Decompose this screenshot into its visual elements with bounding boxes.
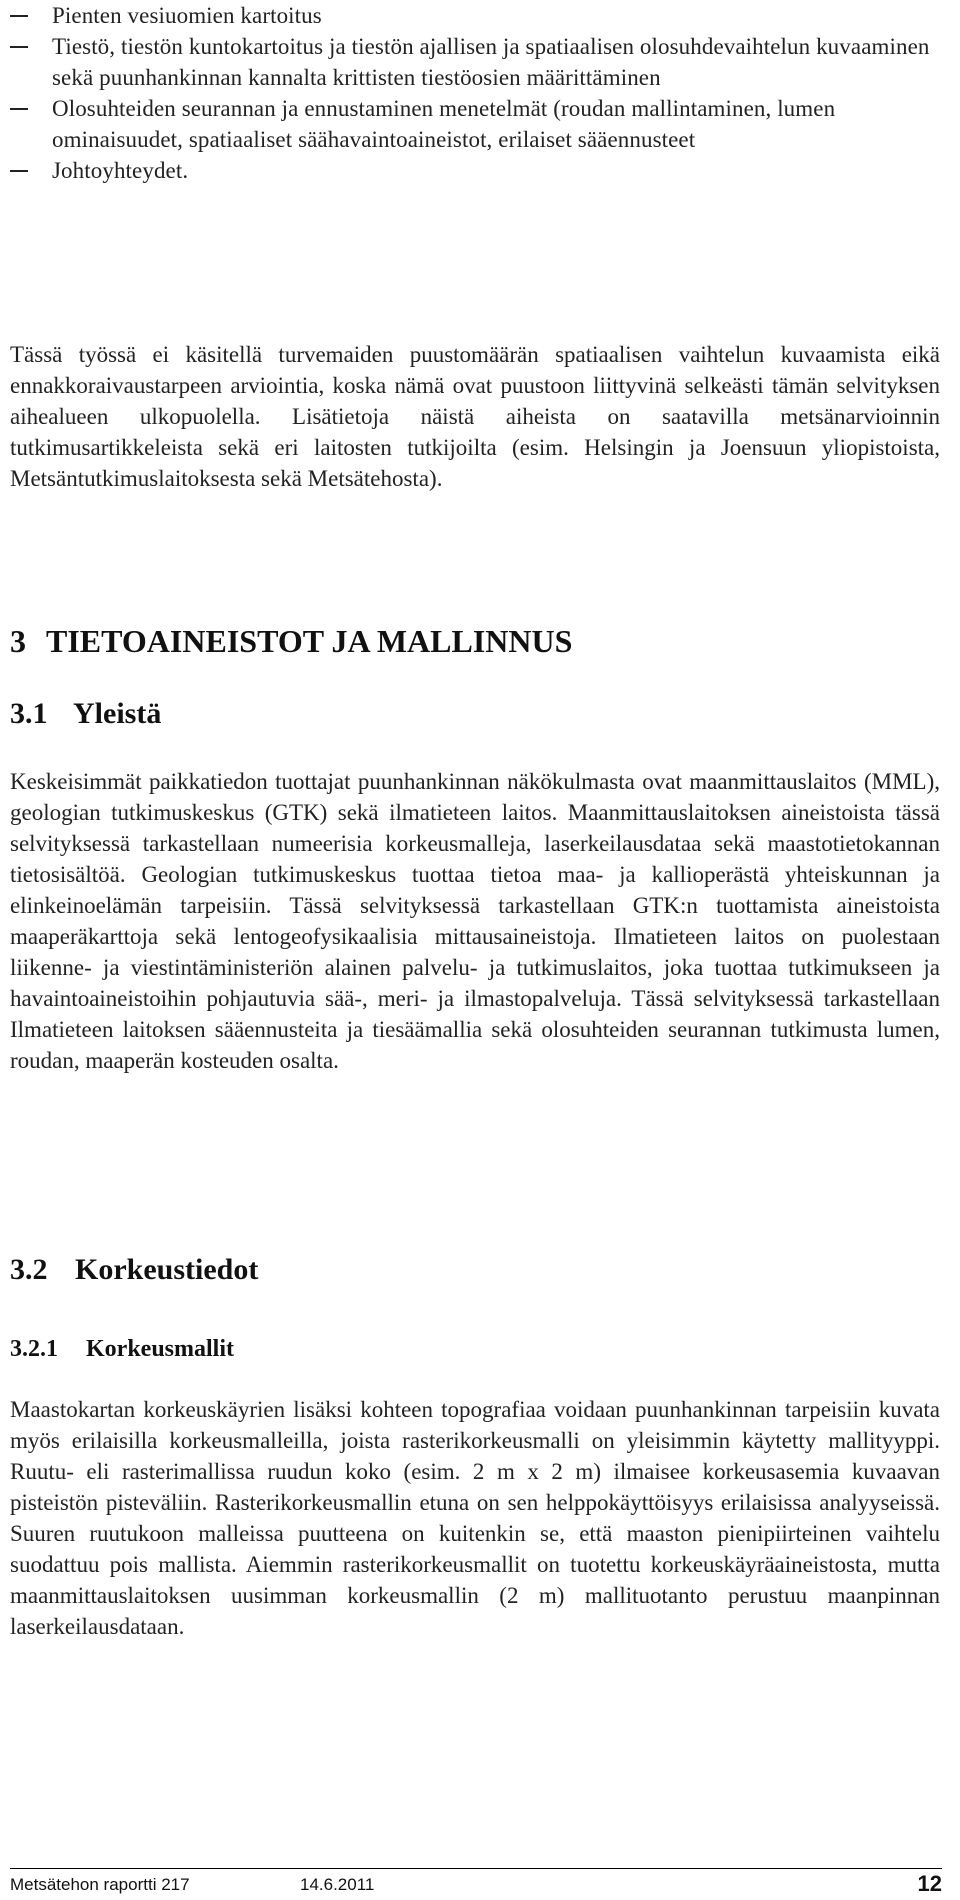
footer-publication: Metsätehon raportti 217 xyxy=(10,1875,190,1894)
section-3-2-heading xyxy=(10,1253,258,1287)
bullet-item xyxy=(10,93,940,155)
dash-bullet-icon xyxy=(10,46,28,48)
page-footer xyxy=(10,1873,942,1897)
bullet-text: Olosuhteiden seurannan ja ennustaminen menetelmät (roudan mallintaminen, lumen ominaisuudet, spatiaaliset säähavaintoaineistot, erilaiset sääennusteet xyxy=(52,96,836,152)
footer-page-number: 12 xyxy=(917,1871,942,1896)
dash-bullet-icon xyxy=(10,15,28,17)
section-number: 3.2 xyxy=(10,1253,48,1286)
section-number: 3 xyxy=(10,623,26,659)
dash-bullet-icon xyxy=(10,170,28,172)
section-3-1-heading xyxy=(10,697,161,731)
section-title: Korkeusmallit xyxy=(86,1336,234,1362)
section-3-2-1-paragraph: Maastokartan korkeuskäyrien lisäksi kohteen topografiaa voidaan puunhankinnan tarpeisiin kuvata myös erilaisilla korkeusmalleilla, joista rasterikorkeusmalli on yleisimmin käytetty mallityyppi. Ruutu- eli rasterimallissa ruudun koko (esim. 2 m x 2 m) ilmaisee korkeusasemia kuvaavan pisteistön pisteväliin. Rasterikorkeusmallin etuna on sen helppokäyttöisyys erilaisissa analyyseissä. Suuren ruutukoon malleissa puutteena on kuitenkin se, että maaston pienipiirteinen vaihtelu suodattuu pois mallista. Aiemmin rasterikorkeusmallit on tuotettu korkeuskäyräaineistosta, mutta maanmittauslaitoksen uusimman korkeusmallin (2 m) mallituotanto perustuu maanpinnan laserkeilausdataan. xyxy=(10,1397,940,1639)
section-3-2-1-heading xyxy=(10,1336,234,1363)
bullet-text: Johtoyhteydet. xyxy=(52,158,189,183)
bullet-item xyxy=(10,155,940,186)
bullet-item xyxy=(10,31,940,93)
section-title: Yleistä xyxy=(73,697,162,730)
bullet-text: Tiestö, tiestön kuntokartoitus ja tiestön ajallisen ja spatiaalisen olosuhdevaihtelun kuvaaminen sekä puunhankinnan kannalta krittisten tiestöosien määrittäminen xyxy=(52,34,930,90)
bullet-list xyxy=(10,0,940,186)
intro-paragraph: Tässä työssä ei käsitellä turvemaiden puustomäärän spatiaalisen vaihtelun kuvaamista eikä ennakkoraivaustarpeen arviointia, koska nämä ovat puustoon liittyvinä selkeästi tämän selvityksen aihealueen ulkopuolella. Lisätietoja näistä aiheista on saatavilla metsänarvioinnin tutkimusartikkeleista sekä eri laitosten tutkijoilta (esim. Helsingin ja Joensuun yliopistoista, Metsäntutkimuslaitoksesta sekä Metsätehosta). xyxy=(10,342,940,491)
dash-bullet-icon xyxy=(10,108,28,110)
section-number: 3.1 xyxy=(10,697,48,730)
footer-date: 14.6.2011 xyxy=(300,1875,375,1894)
bullet-item xyxy=(10,0,940,31)
section-3-heading xyxy=(10,623,572,660)
section-number: 3.2.1 xyxy=(10,1336,58,1362)
section-title: TIETOAINEISTOT JA MALLINNUS xyxy=(46,623,573,659)
section-title: Korkeustiedot xyxy=(75,1253,259,1286)
footer-divider xyxy=(10,1868,942,1869)
section-3-1-paragraph: Keskeisimmät paikkatiedon tuottajat puunhankinnan näkökulmasta ovat maanmittauslaitos (MML), geologian tutkimuskeskus (GTK) sekä ilmatieteen laitos. Maanmittauslaitoksen aineistoista tässä selvityksessä tarkastellaan numeerisia korkeusmalleja, laserkeilausdataa sekä maastotietokannan tietosisältöä. Geologian tutkimuskeskus tuottaa tietoa maa- ja kallioperästä yhteiskunnan ja elinkeinoelämän tarpeisiin. Tässä selvityksessä tarkastellaan GTK:n tuottamista aineistoista maaperäkarttoja sekä lentogeofysikaalisia mittausaineistoja. Ilmatieteen laitos on puolestaan liikenne- ja viestintäministeriön alainen palvelu- ja tutkimuslaitos, joka tuottaa tutkimukseen ja havaintoaineistoihin pohjautuvia sää-, meri- ja ilmastopalveluja. Tässä selvityksessä tarkastellaan Ilmatieteen laitoksen sääennusteita ja tiesäämallia sekä olosuhteiden seurannan tutkimusta lumen, roudan, maaperän kosteuden osalta. xyxy=(10,769,940,1073)
bullet-text: Pienten vesiuomien kartoitus xyxy=(52,3,322,28)
